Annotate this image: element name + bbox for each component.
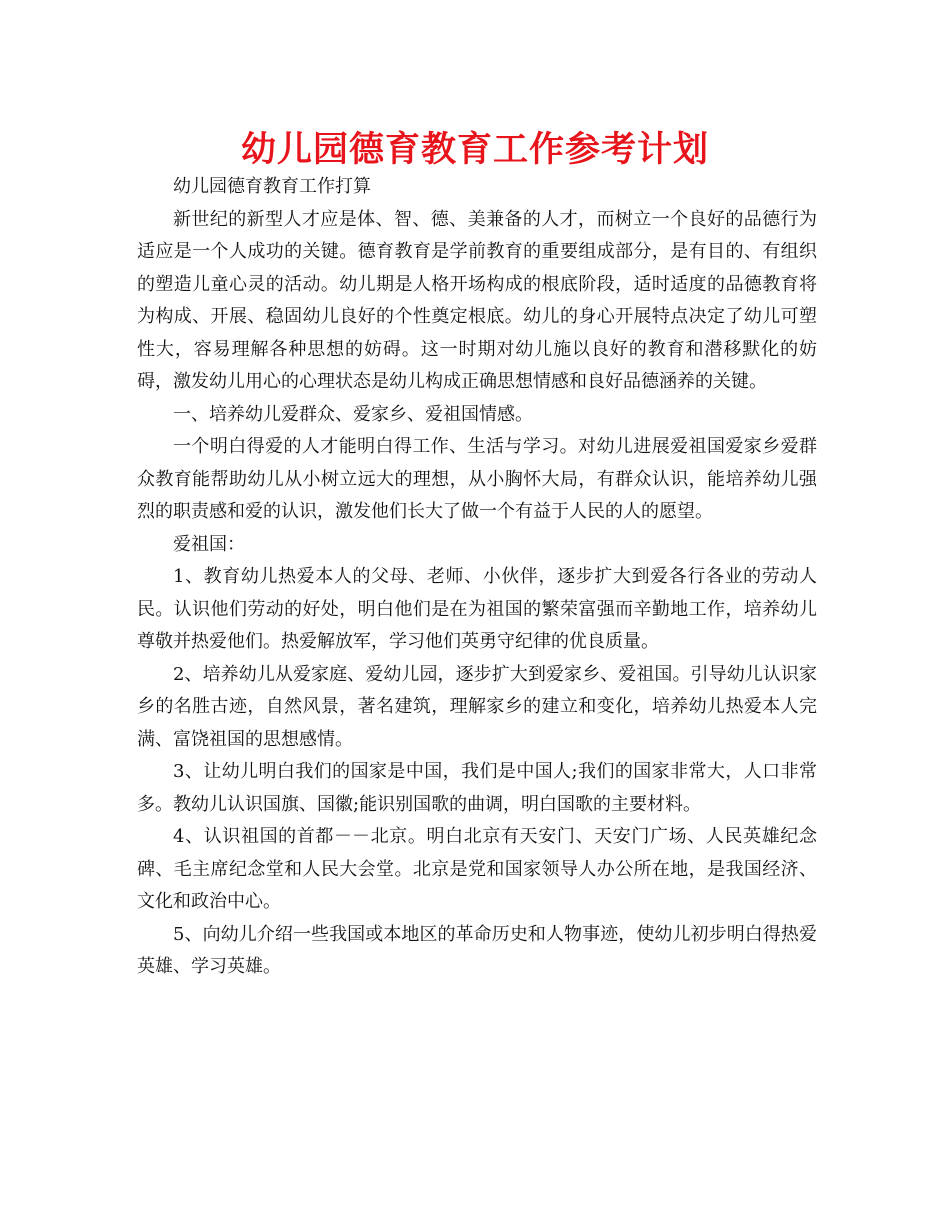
list-item-1: 1、教育幼儿热爱本人的父母、老师、小伙伴，逐步扩大到爱各行各业的劳动人民。认识他们劳动的好处，明白他们是在为祖国的繁荣富强而辛勤地工作，培养幼儿尊敬并热爱他们。热爱解放军，学习他们英勇守纪律的优良质量。 bbox=[137, 566, 817, 652]
subtitle-paragraph: 幼儿园德育教育工作打算 bbox=[173, 176, 371, 197]
list-item-3: 3、让幼儿明白我们的国家是中国，我们是中国人;我们的国家非常大，人口非常多。教幼儿认识国旗、国徽;能识别国歌的曲调，明白国歌的主要材料。 bbox=[137, 761, 817, 815]
section-paragraph: 一个明白得爱的人才能明白得工作、生活与学习。对幼儿进展爱祖国爱家乡爱群众教育能帮助幼儿从小树立远大的理想，从小胸怀大局，有群众认识，能培养幼儿强烈的职责感和爱的认识，激发他们长大了做一个有益于人民的人的愿望。 bbox=[137, 436, 817, 522]
list-item-5: 5、向幼儿介绍一些我国或本地区的革命历史和人物事迹，使幼儿初步明白得热爱英雄、学习英雄。 bbox=[137, 923, 817, 977]
section-heading: 一、培养幼儿爱群众、爱家乡、爱祖国情感。 bbox=[173, 403, 533, 425]
intro-paragraph: 新世纪的新型人才应是体、智、德、美兼备的人才，而树立一个良好的品德行为适应是一个人成功的关键。德育教育是学前教育的重要组成部分，是有目的、有组织的塑造儿童心灵的活动。幼儿期是人格开场构成的根底阶段，适时适度的品德教育将为构成、开展、稳固幼儿良好的个性奠定根底。幼儿的身心开展特点决定了幼儿可塑性大，容易理解各种思想的妨碍。这一时期对幼儿施以良好的教育和潜移默化的妨碍，激发幼儿用心的心理状态是幼儿构成正确思想情感和良好品德涵养的关键。 bbox=[137, 208, 817, 392]
list-item-4: 4、认识祖国的首都－－北京。明白北京有天安门、天安门广场、人民英雄纪念碑、毛主席纪念堂和人民大会堂。北京是党和国家领导人办公所在地，是我国经济、文化和政治中心。 bbox=[137, 826, 817, 912]
document-title: 幼儿园德育教育工作参考计划 bbox=[240, 130, 709, 170]
list-item-2: 2、培养幼儿从爱家庭、爱幼儿园，逐步扩大到爱家乡、爱祖国。引导幼儿认识家乡的名胜古迹，自然风景，著名建筑，理解家乡的建立和变化，培养幼儿热爱本人完满、富饶祖国的思想感情。 bbox=[137, 663, 817, 750]
subsection-heading: 爱祖国： bbox=[173, 533, 245, 555]
document-body bbox=[137, 171, 817, 984]
